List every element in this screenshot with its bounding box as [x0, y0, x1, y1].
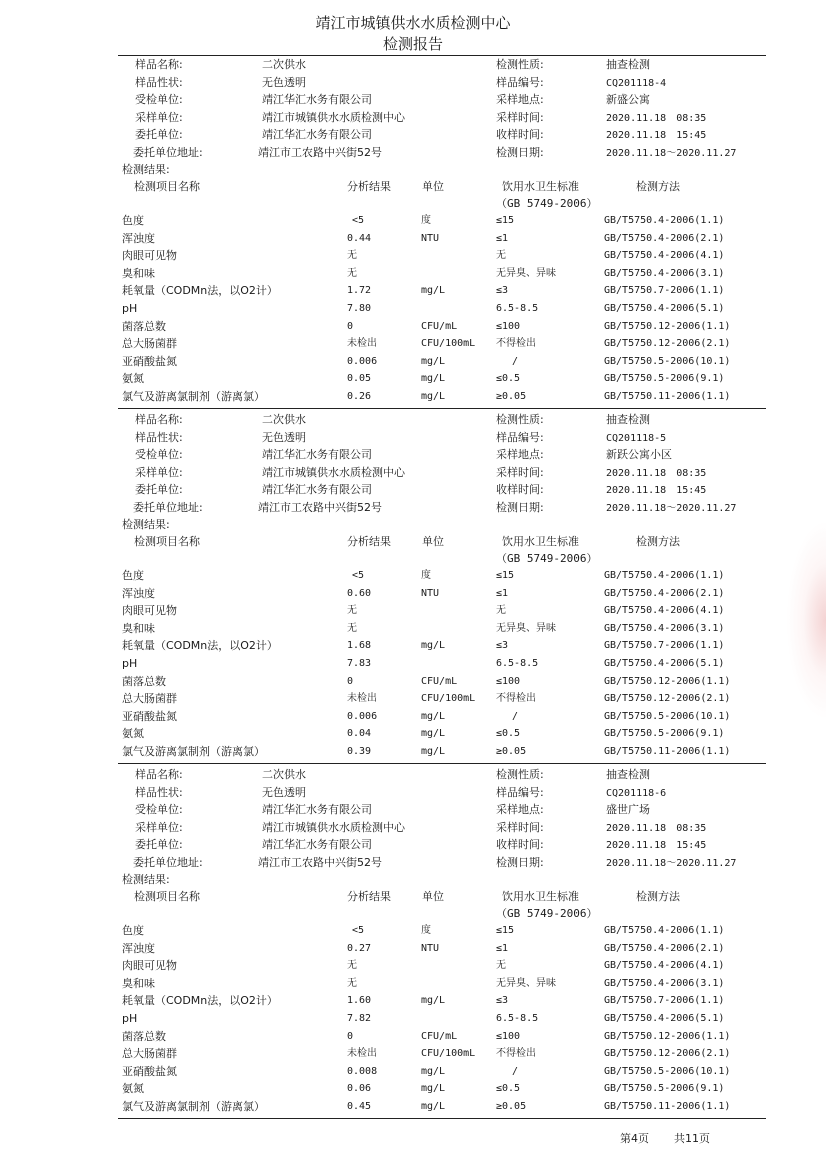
- cell-method: GB/T5750.5-2006(10.1): [604, 355, 731, 367]
- cell-method: GB/T5750.11-2006(1.1): [604, 746, 731, 757]
- cell-item: 氯气及游离氯制剂（游离氯）: [122, 390, 265, 403]
- table-row: [0, 690, 826, 707]
- cell-result: 0: [347, 675, 354, 687]
- cell-unit: CFU/100mL: [421, 1048, 476, 1060]
- info-value-sampling_time: 2020.11.18 08:35: [606, 822, 707, 834]
- info-label-client_address: 委托单位地址:: [133, 855, 203, 869]
- info-value-sampling_unit: 靖江市城镇供水水质检测中心: [262, 465, 405, 479]
- info-label-sample_name: 样品名称:: [135, 768, 183, 781]
- cell-result: <5: [352, 215, 365, 226]
- cell-standard: 无异臭、异味: [496, 267, 556, 279]
- cell-unit: CFU/100mL: [421, 338, 476, 350]
- table-row: [0, 247, 826, 264]
- info-label-receive_time: 收样时间:: [496, 483, 544, 496]
- table-row: [0, 388, 826, 405]
- table-row: [0, 1045, 826, 1062]
- cell-result: 7.82: [347, 1013, 372, 1024]
- cell-result: 1.68: [347, 640, 372, 652]
- info-label-sample_name: 样品名称:: [135, 58, 183, 71]
- info-label-inspected_unit: 受检单位:: [135, 803, 183, 816]
- table-row: [0, 602, 826, 619]
- info-label-sampling_time: 采样时间:: [496, 110, 544, 124]
- cell-item: 氯气及游离氯制剂（游离氯）: [122, 745, 265, 758]
- cell-method: GB/T5750.7-2006(1.1): [604, 640, 725, 652]
- info-label-client_unit: 委托单位:: [135, 128, 183, 141]
- cell-method: GB/T5750.12-2006(1.1): [604, 1030, 731, 1042]
- cell-result: 7.83: [347, 658, 372, 669]
- info-value-sample_state: 无色透明: [262, 75, 306, 89]
- cell-item: 亚硝酸盐氮: [122, 709, 177, 723]
- info-label-nature: 检测性质:: [496, 768, 544, 781]
- cell-result: 0.44: [347, 232, 372, 244]
- cell-unit: mg/L: [421, 355, 446, 367]
- cell-unit: mg/L: [421, 1101, 446, 1112]
- cell-result: 7.80: [347, 303, 372, 314]
- cell-item: 肉眼可见物: [122, 959, 177, 973]
- info-label-sample_state: 样品性状:: [135, 75, 183, 89]
- cell-standard: ≤1: [496, 587, 509, 599]
- table-row: [0, 922, 826, 939]
- info-label-nature: 检测性质:: [496, 58, 544, 71]
- cell-standard: /: [512, 1065, 519, 1077]
- cell-result: 无: [347, 267, 357, 279]
- cell-result: 无: [347, 622, 357, 634]
- info-label-test_date: 检测日期:: [496, 855, 544, 869]
- table-row: [0, 708, 826, 725]
- cell-method: GB/T5750.5-2006(9.1): [604, 373, 725, 385]
- info-value-sampling_site: 新跃公寓小区: [606, 448, 672, 461]
- info-value-client_unit: 靖江华汇水务有限公司: [262, 838, 372, 851]
- info-label-nature: 检测性质:: [496, 413, 544, 426]
- table-row: [0, 370, 826, 387]
- col-header-result: 分析结果: [347, 535, 391, 548]
- info-label-sampling_unit: 采样单位:: [135, 110, 183, 124]
- cell-unit: 度: [421, 570, 431, 581]
- cell-item: 氨氮: [122, 727, 144, 741]
- info-label-sampling_unit: 采样单位:: [135, 820, 183, 834]
- cell-result: 0.06: [347, 1083, 372, 1095]
- cell-standard: 6.5-8.5: [496, 658, 539, 669]
- cell-result: 0.04: [347, 728, 372, 740]
- cell-method: GB/T5750.11-2006(1.1): [604, 391, 731, 402]
- cell-unit: CFU/mL: [421, 1030, 458, 1042]
- info-label-inspected_unit: 受检单位:: [135, 93, 183, 106]
- cell-method: GB/T5750.4-2006(4.1): [604, 250, 725, 262]
- cell-method: GB/T5750.4-2006(5.1): [604, 303, 725, 314]
- info-value-sample_name: 二次供水: [262, 413, 306, 426]
- table-row: [0, 265, 826, 282]
- cell-item: 耗氧量（CODMn法，以O2计）: [122, 284, 278, 298]
- cell-unit: NTU: [421, 232, 440, 244]
- cell-unit: NTU: [421, 587, 440, 599]
- page-number: 第4页: [620, 1132, 649, 1145]
- cell-result: 0.39: [347, 746, 372, 757]
- info-value-sample_state: 无色透明: [262, 430, 306, 444]
- table-row: [0, 1098, 826, 1115]
- cell-item: 色度: [122, 924, 144, 937]
- cell-method: GB/T5750.11-2006(1.1): [604, 1101, 731, 1112]
- table-row: [0, 567, 826, 584]
- info-label-sampling_time: 采样时间:: [496, 820, 544, 834]
- cell-unit: mg/L: [421, 285, 446, 297]
- cell-item: pH: [122, 657, 138, 670]
- info-label-sampling_unit: 采样单位:: [135, 465, 183, 479]
- info-value-client_unit: 靖江华汇水务有限公司: [262, 483, 372, 496]
- cell-method: GB/T5750.12-2006(2.1): [604, 1048, 731, 1060]
- cell-standard: ≤15: [496, 570, 515, 581]
- top-divider: [118, 55, 766, 56]
- info-value-sample_no: CQ201118-6: [606, 787, 667, 799]
- table-row: [0, 743, 826, 760]
- cell-item: 浑浊度: [122, 231, 155, 245]
- cell-unit: mg/L: [421, 1083, 446, 1095]
- report-subtitle: 检测报告: [382, 35, 443, 53]
- cell-standard: 无异臭、异味: [496, 622, 556, 634]
- info-label-receive_time: 收样时间:: [496, 128, 544, 141]
- info-value-client_address: 靖江市工农路中兴街52号: [258, 500, 382, 514]
- cell-unit: CFU/mL: [421, 675, 458, 687]
- cell-unit: mg/L: [421, 1065, 446, 1077]
- cell-standard: 无: [496, 250, 506, 262]
- cell-unit: mg/L: [421, 710, 446, 722]
- cell-item: 肉眼可见物: [122, 604, 177, 618]
- info-label-receive_time: 收样时间:: [496, 838, 544, 851]
- cell-method: GB/T5750.12-2006(2.1): [604, 693, 731, 705]
- info-label-sample_name: 样品名称:: [135, 413, 183, 426]
- cell-standard: ≤3: [496, 995, 509, 1007]
- info-label-sampling_site: 采样地点:: [496, 448, 544, 461]
- col-header-standard: 饮用水卫生标准: [502, 890, 579, 903]
- cell-method: GB/T5750.7-2006(1.1): [604, 285, 725, 297]
- cell-result: <5: [352, 570, 365, 581]
- seal-stamp-fragment: [786, 520, 826, 720]
- info-value-sample_name: 二次供水: [262, 58, 306, 71]
- cell-result: 0.008: [347, 1065, 378, 1077]
- cell-standard: ≤3: [496, 285, 509, 297]
- cell-item: 肉眼可见物: [122, 249, 177, 263]
- info-value-client_unit: 靖江华汇水务有限公司: [262, 128, 372, 141]
- cell-unit: 度: [421, 925, 431, 936]
- table-row: [0, 282, 826, 299]
- info-label-sampling_site: 采样地点:: [496, 93, 544, 106]
- cell-standard: ≤15: [496, 215, 515, 226]
- cell-method: GB/T5750.7-2006(1.1): [604, 995, 725, 1007]
- table-row: [0, 637, 826, 654]
- table-row: [0, 335, 826, 352]
- col-header-standard-code: （GB 5749-2006）: [496, 552, 598, 565]
- info-value-inspected_unit: 靖江华汇水务有限公司: [262, 93, 372, 106]
- table-row: [0, 1080, 826, 1097]
- info-label-test_date: 检测日期:: [496, 145, 544, 159]
- cell-result: 无: [347, 250, 357, 262]
- cell-result: 1.60: [347, 995, 372, 1007]
- section-divider: [118, 1118, 766, 1119]
- cell-standard: ≤1: [496, 942, 509, 954]
- cell-standard: ≤100: [496, 675, 521, 687]
- cell-method: GB/T5750.4-2006(3.1): [604, 977, 725, 989]
- cell-method: GB/T5750.4-2006(2.1): [604, 942, 725, 954]
- cell-result: 无: [347, 977, 357, 989]
- cell-item: 浑浊度: [122, 941, 155, 955]
- col-header-standard-code: （GB 5749-2006）: [496, 197, 598, 210]
- cell-standard: ≤100: [496, 1030, 521, 1042]
- cell-item: 菌落总数: [122, 674, 166, 688]
- info-value-sampling_unit: 靖江市城镇供水水质检测中心: [262, 110, 405, 124]
- info-value-nature: 抽查检测: [606, 768, 650, 781]
- cell-unit: CFU/100mL: [421, 693, 476, 705]
- cell-item: 氯气及游离氯制剂（游离氯）: [122, 1100, 265, 1113]
- info-label-sample_no: 样品编号:: [496, 785, 544, 799]
- cell-item: 总大肠菌群: [122, 337, 177, 351]
- cell-item: pH: [122, 302, 138, 315]
- info-label-inspected_unit: 受检单位:: [135, 448, 183, 461]
- cell-method: GB/T5750.4-2006(4.1): [604, 960, 725, 972]
- cell-standard: 无: [496, 960, 506, 972]
- cell-standard: 不得检出: [496, 1048, 536, 1060]
- cell-method: GB/T5750.5-2006(9.1): [604, 728, 725, 740]
- cell-result: 0.27: [347, 942, 372, 954]
- table-row: [0, 992, 826, 1009]
- cell-method: GB/T5750.4-2006(4.1): [604, 605, 725, 617]
- info-value-sample_no: CQ201118-5: [606, 432, 667, 444]
- results-label: 检测结果:: [122, 518, 170, 531]
- info-value-sampling_site: 新盛公寓: [606, 93, 650, 106]
- cell-standard: ≤0.5: [496, 373, 521, 385]
- info-value-receive_time: 2020.11.18 15:45: [606, 840, 707, 851]
- cell-item: 总大肠菌群: [122, 692, 177, 706]
- table-row: [0, 353, 826, 370]
- col-header-result: 分析结果: [347, 180, 391, 193]
- cell-standard: 不得检出: [496, 693, 536, 705]
- results-label: 检测结果:: [122, 873, 170, 886]
- table-row: [0, 1028, 826, 1045]
- cell-unit: mg/L: [421, 640, 446, 652]
- cell-standard: 6.5-8.5: [496, 303, 539, 314]
- cell-unit: CFU/mL: [421, 320, 458, 332]
- cell-item: 臭和味: [122, 266, 155, 280]
- cell-item: 氨氮: [122, 1082, 144, 1096]
- cell-standard: ≤100: [496, 320, 521, 332]
- cell-item: 臭和味: [122, 976, 155, 990]
- cell-method: GB/T5750.4-2006(1.1): [604, 570, 725, 581]
- cell-method: GB/T5750.5-2006(9.1): [604, 1083, 725, 1095]
- cell-standard: ≤15: [496, 925, 515, 936]
- cell-result: 0.006: [347, 710, 378, 722]
- cell-method: GB/T5750.4-2006(2.1): [604, 232, 725, 244]
- cell-standard: 无异臭、异味: [496, 977, 556, 989]
- info-value-inspected_unit: 靖江华汇水务有限公司: [262, 448, 372, 461]
- cell-method: GB/T5750.12-2006(2.1): [604, 338, 731, 350]
- table-row: [0, 300, 826, 317]
- cell-item: 色度: [122, 569, 144, 582]
- cell-standard: ≤0.5: [496, 728, 521, 740]
- info-value-receive_time: 2020.11.18 15:45: [606, 485, 707, 496]
- cell-item: 菌落总数: [122, 1029, 166, 1043]
- cell-standard: ≤3: [496, 640, 509, 652]
- cell-method: GB/T5750.12-2006(1.1): [604, 675, 731, 687]
- info-label-client_address: 委托单位地址:: [133, 500, 203, 514]
- info-value-sampling_unit: 靖江市城镇供水水质检测中心: [262, 820, 405, 834]
- info-value-test_date: 2020.11.18～2020.11.27: [606, 502, 737, 514]
- cell-result: 0.60: [347, 587, 372, 599]
- cell-method: GB/T5750.4-2006(2.1): [604, 587, 725, 599]
- col-header-item: 检测项目名称: [134, 890, 200, 903]
- info-value-sampling_time: 2020.11.18 08:35: [606, 467, 707, 479]
- cell-method: GB/T5750.4-2006(1.1): [604, 215, 725, 226]
- cell-result: 1.72: [347, 285, 372, 297]
- cell-standard: 不得检出: [496, 338, 536, 350]
- cell-method: GB/T5750.4-2006(5.1): [604, 658, 725, 669]
- info-value-sample_state: 无色透明: [262, 785, 306, 799]
- cell-method: GB/T5750.4-2006(5.1): [604, 1013, 725, 1024]
- table-row: [0, 1010, 826, 1027]
- table-row: [0, 585, 826, 602]
- col-header-item: 检测项目名称: [134, 180, 200, 193]
- cell-method: GB/T5750.12-2006(1.1): [604, 320, 731, 332]
- cell-result: 未检出: [347, 338, 377, 350]
- table-row: [0, 655, 826, 672]
- cell-standard: ≥0.05: [496, 746, 527, 757]
- cell-result: 0: [347, 1030, 354, 1042]
- cell-standard: /: [512, 710, 519, 722]
- info-label-sample_state: 样品性状:: [135, 430, 183, 444]
- cell-method: GB/T5750.5-2006(10.1): [604, 1065, 731, 1077]
- col-header-standard-code: （GB 5749-2006）: [496, 907, 598, 920]
- cell-standard: ≤1: [496, 232, 509, 244]
- info-label-sampling_site: 采样地点:: [496, 803, 544, 816]
- cell-result: 0.05: [347, 373, 372, 385]
- col-header-method: 检测方法: [636, 535, 680, 548]
- cell-item: 亚硝酸盐氮: [122, 1064, 177, 1078]
- info-label-client_unit: 委托单位:: [135, 838, 183, 851]
- cell-item: 浑浊度: [122, 586, 155, 600]
- cell-item: 耗氧量（CODMn法，以O2计）: [122, 994, 278, 1008]
- cell-result: 0.006: [347, 355, 378, 367]
- page-total: 共11页: [674, 1132, 710, 1145]
- cell-result: 无: [347, 960, 357, 972]
- info-value-test_date: 2020.11.18～2020.11.27: [606, 857, 737, 869]
- info-value-test_date: 2020.11.18～2020.11.27: [606, 147, 737, 159]
- cell-unit: NTU: [421, 942, 440, 954]
- col-header-unit: 单位: [422, 890, 444, 903]
- cell-item: 耗氧量（CODMn法，以O2计）: [122, 639, 278, 653]
- cell-standard: ≥0.05: [496, 391, 527, 402]
- cell-standard: 6.5-8.5: [496, 1013, 539, 1024]
- info-value-sample_no: CQ201118-4: [606, 77, 667, 89]
- info-label-sampling_time: 采样时间:: [496, 465, 544, 479]
- cell-item: 菌落总数: [122, 319, 166, 333]
- section-divider: [118, 763, 766, 764]
- cell-result: <5: [352, 925, 365, 936]
- cell-standard: 无: [496, 605, 506, 617]
- cell-result: 0.45: [347, 1101, 372, 1112]
- table-row: [0, 1063, 826, 1080]
- table-row: [0, 620, 826, 637]
- cell-result: 0.26: [347, 391, 372, 402]
- table-row: [0, 212, 826, 229]
- info-label-sample_state: 样品性状:: [135, 785, 183, 799]
- col-header-method: 检测方法: [636, 890, 680, 903]
- table-row: [0, 318, 826, 335]
- cell-item: pH: [122, 1012, 138, 1025]
- cell-result: 0: [347, 320, 354, 332]
- col-header-unit: 单位: [422, 535, 444, 548]
- info-value-inspected_unit: 靖江华汇水务有限公司: [262, 803, 372, 816]
- table-row: [0, 230, 826, 247]
- table-row: [0, 957, 826, 974]
- info-label-sample_no: 样品编号:: [496, 430, 544, 444]
- info-label-test_date: 检测日期:: [496, 500, 544, 514]
- info-value-client_address: 靖江市工农路中兴街52号: [258, 855, 382, 869]
- cell-method: GB/T5750.4-2006(3.1): [604, 622, 725, 634]
- cell-standard: ≥0.05: [496, 1101, 527, 1112]
- table-row: [0, 673, 826, 690]
- table-row: [0, 975, 826, 992]
- cell-unit: mg/L: [421, 373, 446, 385]
- table-row: [0, 725, 826, 742]
- cell-unit: mg/L: [421, 995, 446, 1007]
- info-value-receive_time: 2020.11.18 15:45: [606, 130, 707, 141]
- cell-item: 臭和味: [122, 621, 155, 635]
- col-header-item: 检测项目名称: [134, 535, 200, 548]
- cell-item: 氨氮: [122, 372, 144, 386]
- section-divider: [118, 408, 766, 409]
- info-label-sample_no: 样品编号:: [496, 75, 544, 89]
- cell-method: GB/T5750.4-2006(3.1): [604, 267, 725, 279]
- cell-method: GB/T5750.4-2006(1.1): [604, 925, 725, 936]
- table-row: [0, 940, 826, 957]
- results-label: 检测结果:: [122, 163, 170, 176]
- cell-item: 亚硝酸盐氮: [122, 354, 177, 368]
- col-header-result: 分析结果: [347, 890, 391, 903]
- info-value-nature: 抽查检测: [606, 58, 650, 71]
- info-value-sampling_time: 2020.11.18 08:35: [606, 112, 707, 124]
- cell-unit: 度: [421, 215, 431, 226]
- col-header-method: 检测方法: [636, 180, 680, 193]
- report-org-title: 靖江市城镇供水水质检测中心: [315, 14, 511, 32]
- info-value-sampling_site: 盛世广场: [606, 803, 650, 816]
- info-value-nature: 抽查检测: [606, 413, 650, 426]
- info-label-client_unit: 委托单位:: [135, 483, 183, 496]
- cell-result: 未检出: [347, 1048, 377, 1060]
- info-value-sample_name: 二次供水: [262, 768, 306, 781]
- info-value-client_address: 靖江市工农路中兴街52号: [258, 145, 382, 159]
- col-header-unit: 单位: [422, 180, 444, 193]
- cell-standard: ≤0.5: [496, 1083, 521, 1095]
- cell-standard: /: [512, 355, 519, 367]
- cell-unit: mg/L: [421, 391, 446, 402]
- info-label-client_address: 委托单位地址:: [133, 145, 203, 159]
- cell-result: 未检出: [347, 693, 377, 705]
- cell-item: 色度: [122, 214, 144, 227]
- col-header-standard: 饮用水卫生标准: [502, 535, 579, 548]
- col-header-standard: 饮用水卫生标准: [502, 180, 579, 193]
- cell-item: 总大肠菌群: [122, 1047, 177, 1061]
- cell-result: 无: [347, 605, 357, 617]
- cell-unit: mg/L: [421, 728, 446, 740]
- cell-unit: mg/L: [421, 746, 446, 757]
- cell-method: GB/T5750.5-2006(10.1): [604, 710, 731, 722]
